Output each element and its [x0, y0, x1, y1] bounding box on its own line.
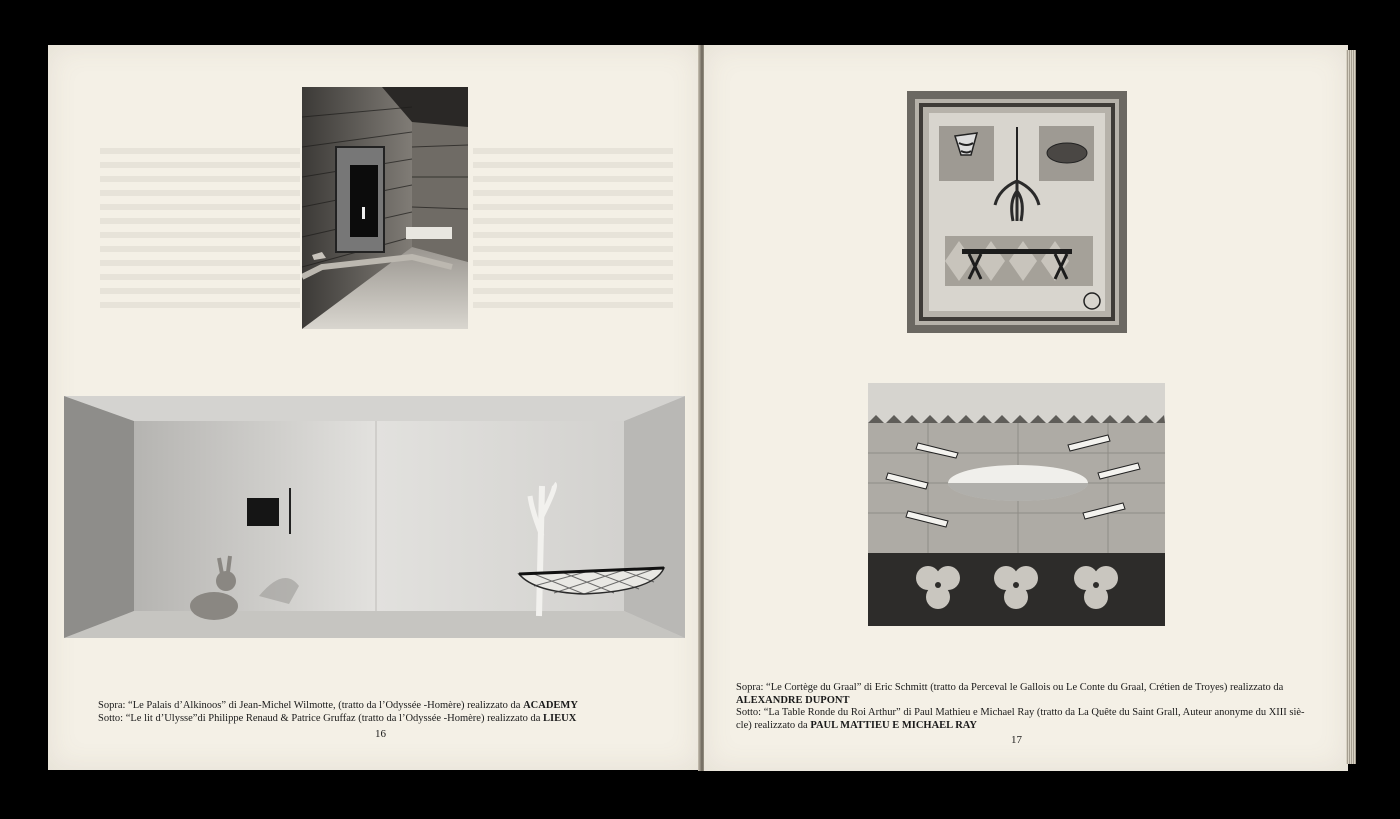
caption-left-maker1: ACADEMY	[523, 700, 578, 711]
photo-cortege-graal	[907, 91, 1127, 333]
caption-right	[736, 682, 1308, 732]
caption-left	[98, 700, 658, 725]
photo-lit-ulysse	[64, 396, 685, 638]
photo-table-ronde	[868, 383, 1165, 626]
caption-left-line2: Sotto: “Le lit d’Ulysse”di Philippe Renaud & Patrice Gruffaz (tratto da l’Odyssée -Homère) realizzato da LIEUX	[98, 712, 577, 724]
caption-right-maker1: ALEXANDRE DUPONT	[736, 694, 850, 706]
caption-right-line2: Sotto: “La Table Ronde du Roi Arthur” di Paul Mathieu e Michael Ray (tratto da La Quête du Saint Grall, Auteur anonyme du XIII siè-	[736, 707, 1305, 718]
photo-palais-alkinoos	[302, 87, 468, 329]
bleed-through-text-left	[100, 140, 300, 390]
page-number-left: 16	[375, 728, 386, 740]
caption-left-maker2: LIEUX	[543, 712, 577, 724]
page-edges	[1346, 50, 1356, 764]
page-number-right: 17	[1011, 734, 1022, 746]
caption-right-line1: Sopra: “Le Cortège du Graal” di Eric Schmitt (tratto da Perceval le Gallois ou Le Conte du Graal, Crétien de Troyes) realizzato da	[736, 682, 1284, 693]
caption-left-line1: Sopra: “Le Palais d’Alkinoos” di Jean-Michel Wilmotte, (tratto da l’Odyssée -Homère) realizzato da ACADEMY	[98, 700, 578, 711]
bleed-through-text-right	[473, 140, 673, 390]
caption-right-line3: cle) realizzato da PAUL MATTIEU E MICHAEL RAY	[736, 719, 977, 731]
caption-right-maker2: PAUL MATTIEU E MICHAEL RAY	[810, 719, 977, 731]
